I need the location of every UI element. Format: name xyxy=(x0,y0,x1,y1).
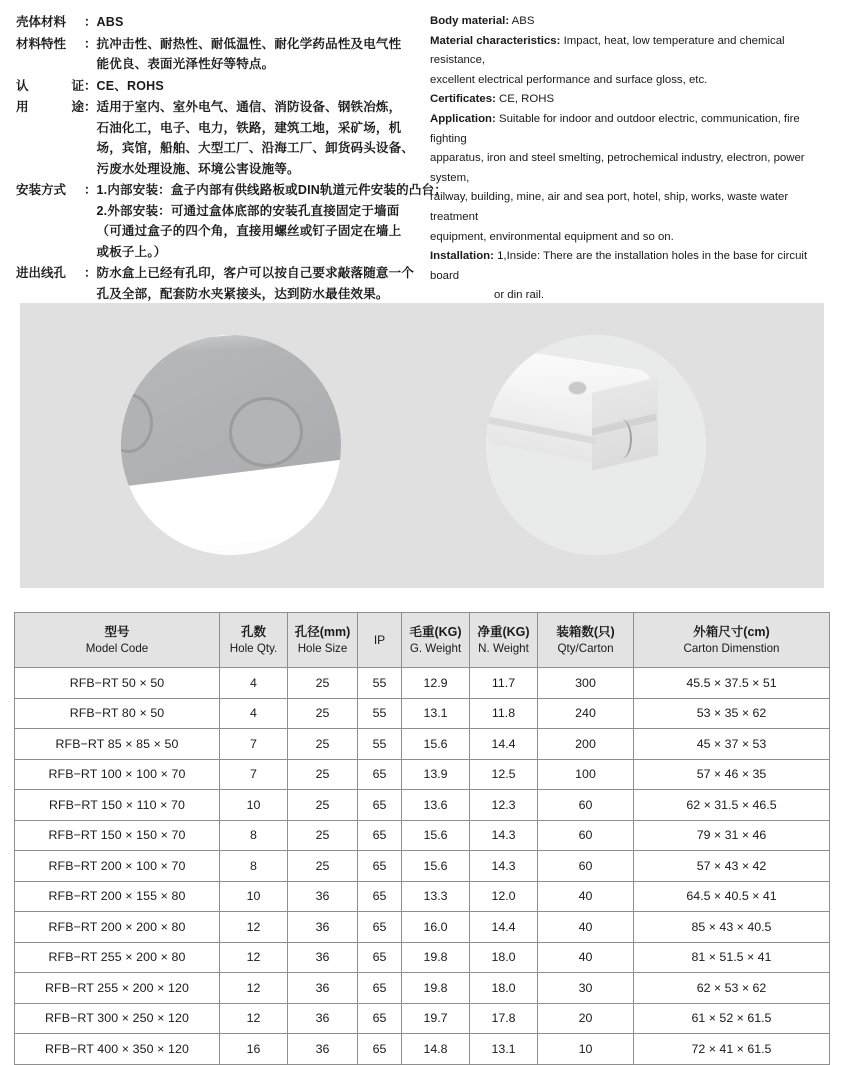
column-header-en: Qty/Carton xyxy=(557,641,614,655)
spec-chinese-column xyxy=(16,12,447,305)
spec-cn-line: 适用于室内、室外电气、通信、消防设备、钢铁冶炼， xyxy=(96,100,402,114)
product-photo-box-corner xyxy=(486,335,706,555)
spec-cn-colon: ： xyxy=(84,36,97,51)
net-weight-cell: 14.4 xyxy=(470,912,538,943)
gross-weight-cell: 13.1 xyxy=(402,698,470,729)
table-row xyxy=(15,851,830,882)
spec-cn-label xyxy=(16,76,84,97)
spec-cn-label xyxy=(16,97,84,118)
spec-cn-line: CE、ROHS xyxy=(96,78,164,93)
net-weight-cell: 18.0 xyxy=(470,942,538,973)
spec-cn-colon: ： xyxy=(84,100,97,114)
column-header-cn: 净重(KG) xyxy=(477,624,530,639)
application-line-1 xyxy=(430,110,830,149)
table-column-header xyxy=(220,613,288,668)
spec-cn-line: （可通过盒子的四个角，直接用螺丝或钉子固定在墙上 xyxy=(96,224,402,238)
material-characteristics-label: Material characteristics: xyxy=(430,34,561,47)
table-row xyxy=(15,881,830,912)
model-code-cell: RFB−RT 100 × 100 × 70 xyxy=(15,759,220,790)
spec-cn-colon: ： xyxy=(84,15,97,29)
gross-weight-cell: 14.8 xyxy=(402,1034,470,1065)
hole-qty-cell: 8 xyxy=(220,820,288,851)
spec-cn-row xyxy=(16,180,447,262)
hole-size-cell: 25 xyxy=(288,790,358,821)
net-weight-cell: 14.3 xyxy=(470,851,538,882)
ip-cell: 65 xyxy=(358,881,402,912)
material-characteristics-line-2: excellent electrical performance and surface gloss, etc. xyxy=(430,73,708,86)
carton-dimension-cell: 57 × 43 × 42 xyxy=(634,851,830,882)
application-label: Application: xyxy=(430,112,496,125)
application-line-4: equipment, environmental equipment and so on. xyxy=(430,230,674,243)
hole-size-cell: 36 xyxy=(288,973,358,1004)
model-code-cell: RFB−RT 255 × 200 × 80 xyxy=(15,942,220,973)
qty-per-carton-cell: 10 xyxy=(538,1034,634,1065)
screw-hole xyxy=(568,381,587,395)
carton-dimension-cell: 81 × 51.5 × 41 xyxy=(634,942,830,973)
spec-cn-label-char: 证 xyxy=(71,78,84,93)
spec-cn-body xyxy=(97,263,416,304)
spec-cn-row xyxy=(16,263,416,304)
body-material-value: ABS xyxy=(509,15,535,27)
table-row xyxy=(15,698,830,729)
installation-text-1: 1,Inside: There are the installation holes in the base for circuit board xyxy=(430,250,808,282)
hole-qty-cell: 12 xyxy=(220,942,288,973)
gross-weight-cell: 13.9 xyxy=(402,759,470,790)
certificates-line xyxy=(430,90,830,110)
spec-cn-line: 场，宾馆，船舶、大型工厂、沿海工厂、卸货码头设备、 xyxy=(96,141,415,155)
ip-cell: 65 xyxy=(358,759,402,790)
spec-cn-line: 能优良、表面光泽性好等特点。 xyxy=(96,57,275,71)
spec-cn-label-text: 材料特性 xyxy=(16,36,67,51)
table-row xyxy=(15,973,830,1004)
spec-cn-line: 抗冲击性、耐热性、耐低温性、耐化学药品性及电气性 xyxy=(96,36,402,51)
hole-qty-cell: 8 xyxy=(220,851,288,882)
column-header-en: IP xyxy=(373,633,386,647)
carton-dimension-cell: 61 × 52 × 61.5 xyxy=(634,1003,830,1034)
qty-per-carton-cell: 40 xyxy=(538,881,634,912)
column-header-en: Carton Dimenstion xyxy=(683,641,780,655)
spec-cn-label-text: 进出线孔 xyxy=(16,266,67,280)
ip-cell: 65 xyxy=(358,1034,402,1065)
table-column-header xyxy=(358,613,402,668)
gross-weight-cell: 19.8 xyxy=(402,973,470,1004)
spec-cn-body xyxy=(97,97,416,179)
carton-dimension-cell: 57 × 46 × 35 xyxy=(634,759,830,790)
spec-cn-line: 1.内部安装：盒子内部有供线路板或DIN轨道元件安装的凸台； xyxy=(96,183,447,197)
application-paragraph xyxy=(430,110,830,247)
hole-qty-cell: 12 xyxy=(220,912,288,943)
hole-size-cell: 25 xyxy=(288,698,358,729)
hole-size-cell: 25 xyxy=(288,851,358,882)
spec-cn-label xyxy=(16,34,84,55)
spec-cn-body xyxy=(97,12,416,33)
model-specification-table xyxy=(14,612,830,1065)
hole-size-cell: 36 xyxy=(288,1003,358,1034)
ip-cell: 65 xyxy=(358,851,402,882)
carton-dimension-cell: 85 × 43 × 40.5 xyxy=(634,912,830,943)
qty-per-carton-cell: 200 xyxy=(538,729,634,760)
spec-cn-line: 石油化工，电子、电力，铁路，建筑工地，采矿场，机 xyxy=(96,120,402,135)
model-code-cell: RFB−RT 400 × 350 × 120 xyxy=(15,1034,220,1065)
application-line-3: railway, building, mine, air and sea port, hotel, ship, works, waste water treatment xyxy=(430,191,789,223)
column-header-en: Hole Size xyxy=(297,641,348,655)
table-row xyxy=(15,942,830,973)
application-text-1: Suitable for indoor and outdoor electric, communication, fire fighting xyxy=(430,112,800,145)
ip-cell: 65 xyxy=(358,912,402,943)
spec-cn-row xyxy=(16,12,416,33)
qty-per-carton-cell: 20 xyxy=(538,1003,634,1034)
ip-cell: 65 xyxy=(358,790,402,821)
spec-cn-label-text: 壳体材料 xyxy=(16,15,67,29)
column-header-cn: 装箱数(只) xyxy=(556,624,615,639)
spec-cn-label-text: 安装方式 xyxy=(16,183,67,197)
qty-per-carton-cell: 40 xyxy=(538,942,634,973)
specification-section xyxy=(0,0,843,302)
product-photo-knockout-hole xyxy=(121,335,341,555)
net-weight-cell: 12.5 xyxy=(470,759,538,790)
carton-dimension-cell: 72 × 41 × 61.5 xyxy=(634,1034,830,1065)
gross-weight-cell: 15.6 xyxy=(402,729,470,760)
carton-dimension-cell: 62 × 53 × 62 xyxy=(634,973,830,1004)
table-row xyxy=(15,790,830,821)
net-weight-cell: 14.3 xyxy=(470,820,538,851)
hole-size-cell: 36 xyxy=(288,1034,358,1065)
hole-size-cell: 25 xyxy=(288,759,358,790)
column-header-cn: 型号 xyxy=(104,624,130,639)
hole-qty-cell: 4 xyxy=(220,698,288,729)
spec-cn-colon: ： xyxy=(84,183,97,197)
model-code-cell: RFB−RT 200 × 100 × 70 xyxy=(15,851,220,882)
model-code-cell: RFB−RT 50 × 50 xyxy=(15,668,220,699)
installation-line-2: or din rail. xyxy=(494,289,545,302)
column-header-en: Hole Qty. xyxy=(229,641,278,655)
gross-weight-cell: 19.8 xyxy=(402,942,470,973)
model-code-cell: RFB−RT 85 × 85 × 50 xyxy=(15,729,220,760)
spec-cn-line: 污废水处理设施、环境公害设施等。 xyxy=(96,161,300,176)
ip-cell: 65 xyxy=(358,1003,402,1034)
carton-dimension-cell: 64.5 × 40.5 × 41 xyxy=(634,881,830,912)
spec-cn-row xyxy=(16,97,416,179)
hole-qty-cell: 12 xyxy=(220,973,288,1004)
qty-per-carton-cell: 60 xyxy=(538,790,634,821)
ip-cell: 55 xyxy=(358,729,402,760)
hole-size-cell: 36 xyxy=(288,912,358,943)
qty-per-carton-cell: 60 xyxy=(538,851,634,882)
gross-weight-cell: 13.3 xyxy=(402,881,470,912)
table-row xyxy=(15,912,830,943)
spec-cn-line: 2.外部安装：可通过盒体底部的安装孔直接固定于墙面 xyxy=(96,203,400,218)
certificates-label: Certificates: xyxy=(430,93,496,106)
application-line-2: apparatus, iron and steel smelting, petrochemical industry, electron, power system, xyxy=(430,152,805,184)
spec-cn-label xyxy=(16,180,84,201)
table-column-header xyxy=(15,613,220,668)
net-weight-cell: 14.4 xyxy=(470,729,538,760)
hole-qty-cell: 7 xyxy=(220,759,288,790)
table-row xyxy=(15,668,830,699)
gross-weight-cell: 12.9 xyxy=(402,668,470,699)
table-row xyxy=(15,1003,830,1034)
spec-cn-colon: ： xyxy=(84,266,97,280)
spec-cn-label xyxy=(16,12,84,33)
gross-weight-cell: 19.7 xyxy=(402,1003,470,1034)
column-header-en: N. Weight xyxy=(478,641,529,655)
table-body xyxy=(15,668,830,1065)
spec-cn-line: ABS xyxy=(96,15,124,29)
product-photo-panel xyxy=(20,303,824,588)
material-characteristics-text-1: Impact, heat, low temperature and chemical resistance, xyxy=(430,34,785,67)
spec-cn-label-text xyxy=(16,76,84,97)
net-weight-cell: 17.8 xyxy=(470,1003,538,1034)
spec-cn-label-char: 用 xyxy=(16,100,29,114)
hole-qty-cell: 10 xyxy=(220,790,288,821)
net-weight-cell: 11.7 xyxy=(470,668,538,699)
carton-dimension-cell: 62 × 31.5 × 46.5 xyxy=(634,790,830,821)
table-row xyxy=(15,820,830,851)
spec-cn-body xyxy=(97,34,416,75)
body-material-line xyxy=(430,12,830,32)
hole-qty-cell: 12 xyxy=(220,1003,288,1034)
table-column-header xyxy=(470,613,538,668)
table-row xyxy=(15,759,830,790)
qty-per-carton-cell: 40 xyxy=(538,912,634,943)
gross-weight-cell: 13.6 xyxy=(402,790,470,821)
table-column-header xyxy=(402,613,470,668)
hole-size-cell: 25 xyxy=(288,820,358,851)
carton-dimension-cell: 45 × 37 × 53 xyxy=(634,729,830,760)
ip-cell: 65 xyxy=(358,820,402,851)
table-column-header xyxy=(634,613,830,668)
qty-per-carton-cell: 240 xyxy=(538,698,634,729)
gross-weight-cell: 15.6 xyxy=(402,820,470,851)
spec-cn-line: 防水盒上已经有孔印，客户可以按自己要求敲落随意一个 xyxy=(96,266,415,280)
model-code-cell: RFB−RT 255 × 200 × 120 xyxy=(15,973,220,1004)
hole-qty-cell: 7 xyxy=(220,729,288,760)
spec-cn-label-char: 途 xyxy=(71,100,84,114)
net-weight-cell: 18.0 xyxy=(470,973,538,1004)
certificates-paragraph xyxy=(430,90,830,110)
spec-cn-label xyxy=(16,263,84,284)
body-material-paragraph xyxy=(430,12,830,32)
column-header-cn: 毛重(KG) xyxy=(409,624,462,639)
table-row xyxy=(15,1034,830,1065)
installation-label: Installation: xyxy=(430,250,494,263)
table-row xyxy=(15,729,830,760)
qty-per-carton-cell: 60 xyxy=(538,820,634,851)
net-weight-cell: 12.3 xyxy=(470,790,538,821)
net-weight-cell: 12.0 xyxy=(470,881,538,912)
gross-weight-cell: 15.6 xyxy=(402,851,470,882)
hole-qty-cell: 16 xyxy=(220,1034,288,1065)
installation-line-1 xyxy=(430,247,830,286)
model-code-cell: RFB−RT 300 × 250 × 120 xyxy=(15,1003,220,1034)
hole-size-cell: 36 xyxy=(288,881,358,912)
table-column-header xyxy=(288,613,358,668)
material-characteristics-paragraph xyxy=(430,32,830,91)
net-weight-cell: 11.8 xyxy=(470,698,538,729)
carton-dimension-cell: 79 × 31 × 46 xyxy=(634,820,830,851)
table-header-row xyxy=(15,613,830,668)
spec-cn-row xyxy=(16,76,416,97)
model-code-cell: RFB−RT 150 × 110 × 70 xyxy=(15,790,220,821)
column-header-cn: 孔径(mm) xyxy=(294,624,351,639)
qty-per-carton-cell: 100 xyxy=(538,759,634,790)
hole-size-cell: 25 xyxy=(288,668,358,699)
model-code-cell: RFB−RT 150 × 150 × 70 xyxy=(15,820,220,851)
spec-cn-label-char: 认 xyxy=(16,78,29,93)
hole-size-cell: 36 xyxy=(288,942,358,973)
model-code-cell: RFB−RT 200 × 155 × 80 xyxy=(15,881,220,912)
spec-cn-label-text xyxy=(16,97,84,118)
table-header xyxy=(15,613,830,668)
carton-dimension-cell: 53 × 35 × 62 xyxy=(634,698,830,729)
table-column-header xyxy=(538,613,634,668)
net-weight-cell: 13.1 xyxy=(470,1034,538,1065)
ip-cell: 65 xyxy=(358,942,402,973)
ip-cell: 65 xyxy=(358,973,402,1004)
ip-cell: 55 xyxy=(358,698,402,729)
spec-cn-colon: ： xyxy=(84,78,97,93)
model-code-cell: RFB−RT 200 × 200 × 80 xyxy=(15,912,220,943)
gross-weight-cell: 16.0 xyxy=(402,912,470,943)
column-header-cn: 外箱尺寸(cm) xyxy=(693,624,770,639)
qty-per-carton-cell: 300 xyxy=(538,668,634,699)
hole-size-cell: 25 xyxy=(288,729,358,760)
column-header-cn: 孔数 xyxy=(240,624,266,639)
spec-cn-row xyxy=(16,34,416,75)
spec-cn-line: 或板子上。） xyxy=(96,244,167,259)
ip-cell: 55 xyxy=(358,668,402,699)
hole-qty-cell: 10 xyxy=(220,881,288,912)
certificates-value: CE, ROHS xyxy=(495,93,555,106)
carton-dimension-cell: 45.5 × 37.5 × 51 xyxy=(634,668,830,699)
body-material-label: Body material: xyxy=(430,15,510,27)
spec-cn-line: 孔及全部，配套防水夹紧接头，达到防水最佳效果。 xyxy=(96,286,389,301)
model-code-cell: RFB−RT 80 × 50 xyxy=(15,698,220,729)
spec-cn-body xyxy=(97,76,416,97)
material-characteristics-line-1 xyxy=(430,32,830,71)
column-header-en: Model Code xyxy=(85,641,149,655)
qty-per-carton-cell: 30 xyxy=(538,973,634,1004)
hole-qty-cell: 4 xyxy=(220,668,288,699)
column-header-en: G. Weight xyxy=(409,641,462,655)
spec-cn-body xyxy=(97,180,447,262)
